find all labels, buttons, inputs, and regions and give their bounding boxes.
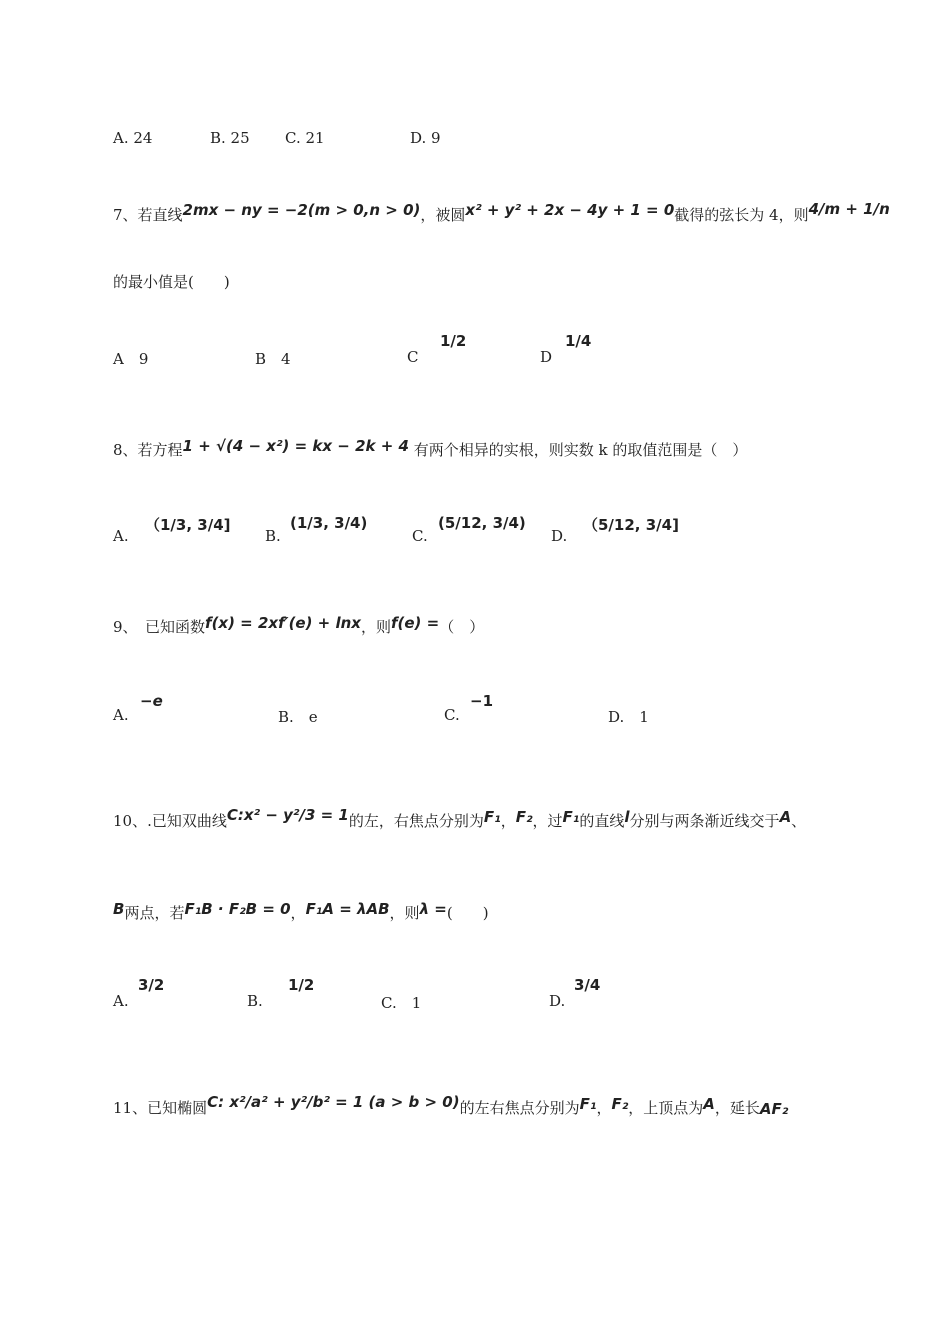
q8-option-d-value: （5/12, 3/4] xyxy=(583,516,679,534)
q10-lambda: λ = xyxy=(419,900,447,918)
q9-mid: ，则 xyxy=(360,618,391,636)
q10-f1: F₁ xyxy=(483,808,501,826)
q10-stem-line2 xyxy=(113,900,489,923)
q11-f1: F₁ xyxy=(579,1095,597,1113)
q10-mid3: 的直线 xyxy=(579,812,625,830)
q11-mid2: ，上顶点为 xyxy=(628,1099,704,1117)
q7-option-d-label: D xyxy=(540,348,553,366)
q10-tail1: 、 xyxy=(791,812,807,830)
q11-stem xyxy=(113,1093,788,1118)
q8-option-c-value: (5/12, 3/4) xyxy=(438,514,526,532)
q9-option-b: B. e xyxy=(278,708,318,726)
q10-mid2: ，过 xyxy=(532,812,563,830)
q10-option-b-label: B. xyxy=(247,992,263,1010)
q11-equation: C: x²/a² + y²/b² = 1 (a > b > 0) xyxy=(207,1093,460,1111)
q10-comma2: ， xyxy=(290,904,306,922)
q11-mid3: ，延长 xyxy=(714,1099,760,1117)
q10-f1-again: F₁ xyxy=(562,808,580,826)
q11-point-a: A xyxy=(703,1095,715,1113)
q7-option-c-value: 1/2 xyxy=(440,332,467,350)
q8-option-d-label: D. xyxy=(551,527,568,545)
q7-mid2: 截得的弦长为 4，则 xyxy=(674,206,809,224)
q8-tail: 有两个相异的实根，则实数 k 的取值范围是（ ） xyxy=(408,441,748,459)
q10-condition-2: F₁A = λAB xyxy=(305,900,390,918)
q10-stem xyxy=(113,806,806,831)
q9-option-a-value: −e xyxy=(140,692,163,710)
q10-option-d-value: 3/4 xyxy=(574,976,601,994)
q9-prefix: 9、 已知函数 xyxy=(113,618,206,636)
q8-option-a-label: A. xyxy=(113,527,129,545)
q8-option-b-label: B. xyxy=(265,527,281,545)
q11-mid1: 的左右焦点分别为 xyxy=(459,1099,580,1117)
q7-mid: ，被圆 xyxy=(420,206,466,224)
q7-circle-equation: x² + y² + 2x − 4y + 1 = 0 xyxy=(465,201,675,219)
q7-stem-tail: 的最小值是( ) xyxy=(113,273,230,291)
q10-point-a: A xyxy=(779,808,792,826)
q6-option-a: A. 24 xyxy=(113,129,153,147)
q9-option-d: D. 1 xyxy=(608,708,649,726)
q11-f2: F₂ xyxy=(611,1095,629,1113)
q10-line2-mid2: ，则 xyxy=(389,904,420,922)
q10-comma: ， xyxy=(500,812,516,830)
q7-line-equation: 2mx − ny = −2(m > 0,n > 0) xyxy=(182,201,421,219)
q9-option-a-label: A. xyxy=(113,706,129,724)
q7-option-a: A 9 xyxy=(113,350,149,368)
q10-line2-tail: ( ) xyxy=(446,904,489,922)
q9-option-c-value: −1 xyxy=(470,692,494,710)
q8-stem xyxy=(113,437,747,460)
q8-option-c-label: C. xyxy=(412,527,428,545)
q7-stem xyxy=(113,200,890,225)
q7-expression: 4/m + 1/n xyxy=(808,200,890,218)
q10-option-b-value: 1/2 xyxy=(288,976,315,994)
q10-equation: C:x² − y²/3 = 1 xyxy=(226,806,349,824)
q10-option-a-value: 3/2 xyxy=(138,976,165,994)
q7-option-c-label: C xyxy=(407,348,419,366)
q6-option-c: C. 21 xyxy=(285,129,325,147)
q10-f2: F₂ xyxy=(515,808,533,826)
q7-option-b: B 4 xyxy=(255,350,291,368)
q10-option-a-label: A. xyxy=(113,992,129,1010)
q10-option-c: C. 1 xyxy=(381,994,422,1012)
q6-option-d: D. 9 xyxy=(410,129,441,147)
q10-condition-1: F₁B · F₂B = 0 xyxy=(184,900,291,918)
q9-option-c-label: C. xyxy=(444,706,460,724)
q6-option-b: B. 25 xyxy=(210,129,250,147)
q8-equation: 1 + √(4 − x²) = kx − 2k + 4 xyxy=(182,437,409,455)
q9-ask: f(e) = xyxy=(390,614,440,632)
q10-option-d-label: D. xyxy=(549,992,566,1010)
q10-line-l: l xyxy=(624,808,630,826)
q9-equation: f(x) = 2xf′(e) + lnx xyxy=(205,614,361,632)
q10-mid4: 分别与两条渐近线交于 xyxy=(629,812,780,830)
q7-prefix: 7、若直线 xyxy=(113,206,183,224)
q10-prefix: 10、.已知双曲线 xyxy=(113,812,227,830)
q10-line2-mid: 两点，若 xyxy=(124,904,185,922)
q9-stem xyxy=(113,614,484,637)
q7-option-d-value: 1/4 xyxy=(565,332,592,350)
q11-prefix: 11、已知椭圆 xyxy=(113,1099,208,1117)
q11-comma: ， xyxy=(596,1099,612,1117)
q10-mid1: 的左，右焦点分别为 xyxy=(348,812,484,830)
q8-prefix: 8、若方程 xyxy=(113,441,183,459)
q9-tail: （ ） xyxy=(439,618,485,636)
q10-point-b: B xyxy=(113,900,125,918)
q8-option-b-value: (1/3, 3/4) xyxy=(290,514,368,532)
q8-option-a-value: （1/3, 3/4] xyxy=(145,516,231,534)
q11-segment-af2: AF₂ xyxy=(759,1100,789,1118)
